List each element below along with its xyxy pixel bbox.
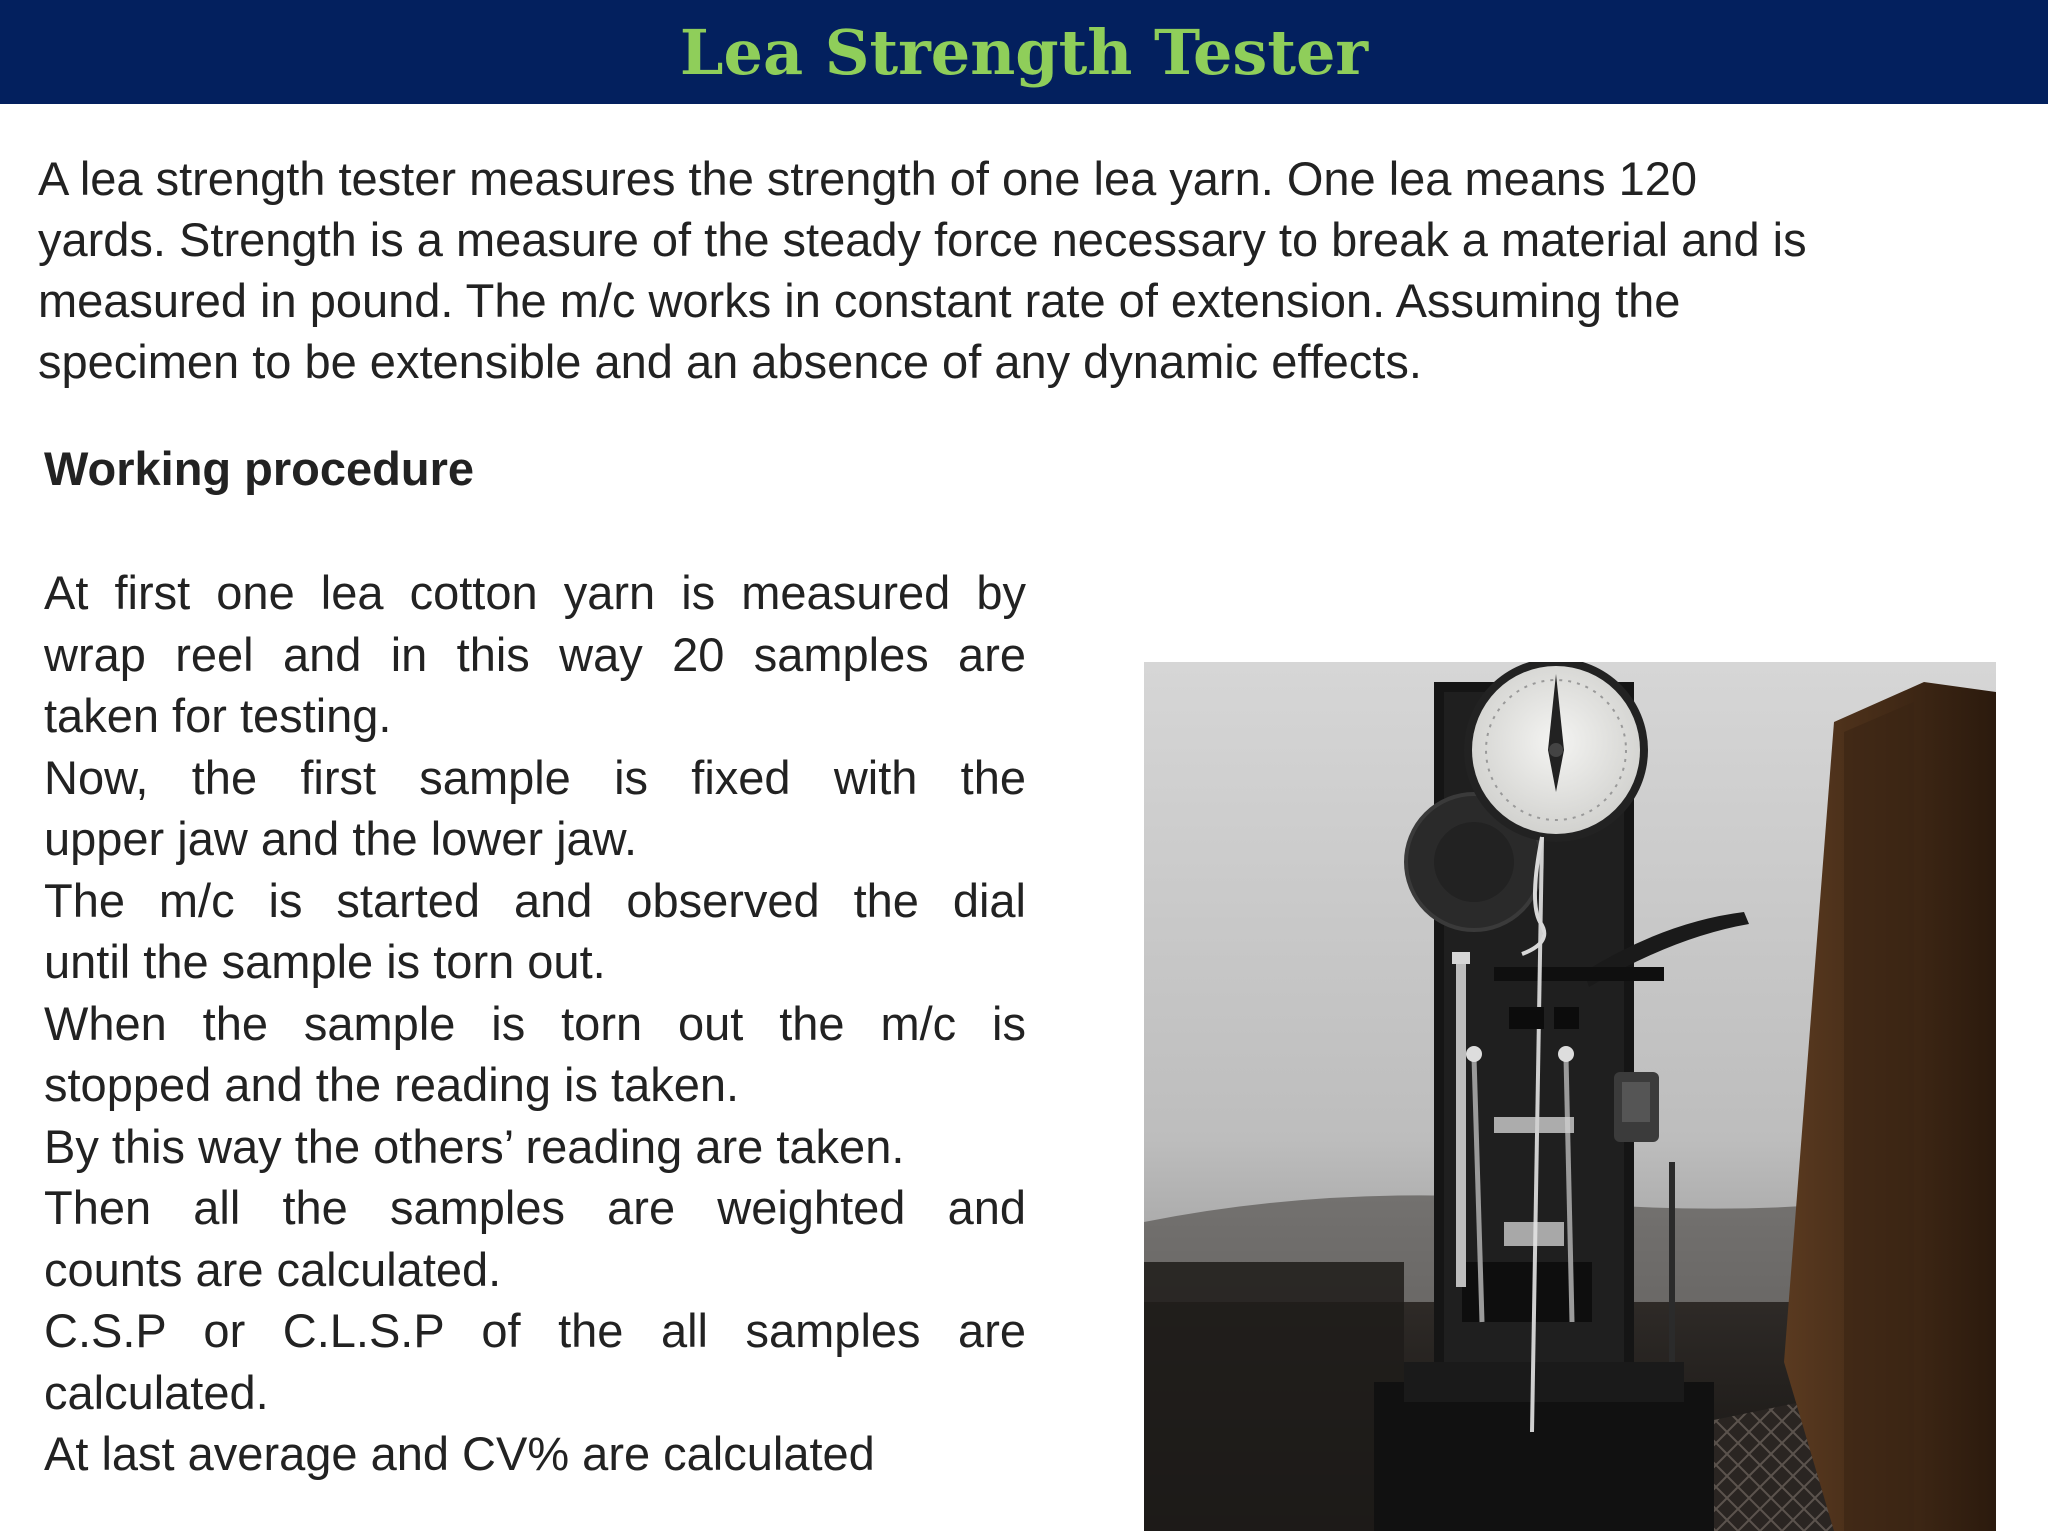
procedure-line: upper jaw and the lower jaw.: [44, 812, 638, 865]
procedure-line: C.S.P or C.L.S.P of the all samples are: [44, 1304, 1026, 1357]
procedure-text: [44, 562, 1026, 1485]
slide-title: Lea Strength Tester: [679, 16, 1369, 89]
intro-line: yards. Strength is a measure of the steady force necessary to break a material and is: [38, 213, 1807, 266]
procedure-line: stopped and the reading is taken.: [44, 1058, 740, 1111]
procedure-line: By this way the others’ reading are taken.: [44, 1119, 905, 1173]
lea-strength-tester-photo: [1144, 662, 1996, 1531]
procedure-line: counts are calculated.: [44, 1242, 502, 1296]
section-heading: Working procedure: [44, 442, 475, 495]
intro-line: A lea strength tester measures the strength of one lea yarn. One lea means 120: [38, 152, 1698, 205]
procedure-line: Then all the samples are weighted and: [44, 1181, 1026, 1234]
procedure-line: wrap reel and in this way 20 samples are: [44, 627, 1026, 681]
tester-photo-drawing: [1144, 662, 1996, 1531]
procedure-line: At first one lea cotton yarn is measured by: [44, 566, 1026, 619]
procedure-line: When the sample is torn out the m/c is: [44, 996, 1026, 1050]
procedure-line: The m/c is started and observed the dial: [44, 873, 1026, 927]
procedure-line: calculated.: [44, 1365, 269, 1419]
intro-line: measured in pound. The m/c works in constant rate of extension. Assuming the: [38, 274, 1681, 327]
intro-paragraph: [38, 148, 2028, 392]
procedure-line: taken for testing.: [44, 689, 392, 742]
procedure-line: until the sample is torn out.: [44, 935, 606, 988]
procedure-line: Now, the first sample is fixed with the: [44, 750, 1026, 804]
procedure-line: At last average and CV% are calculated: [44, 1427, 875, 1480]
intro-line: specimen to be extensible and an absence of any dynamic effects.: [38, 335, 1422, 388]
